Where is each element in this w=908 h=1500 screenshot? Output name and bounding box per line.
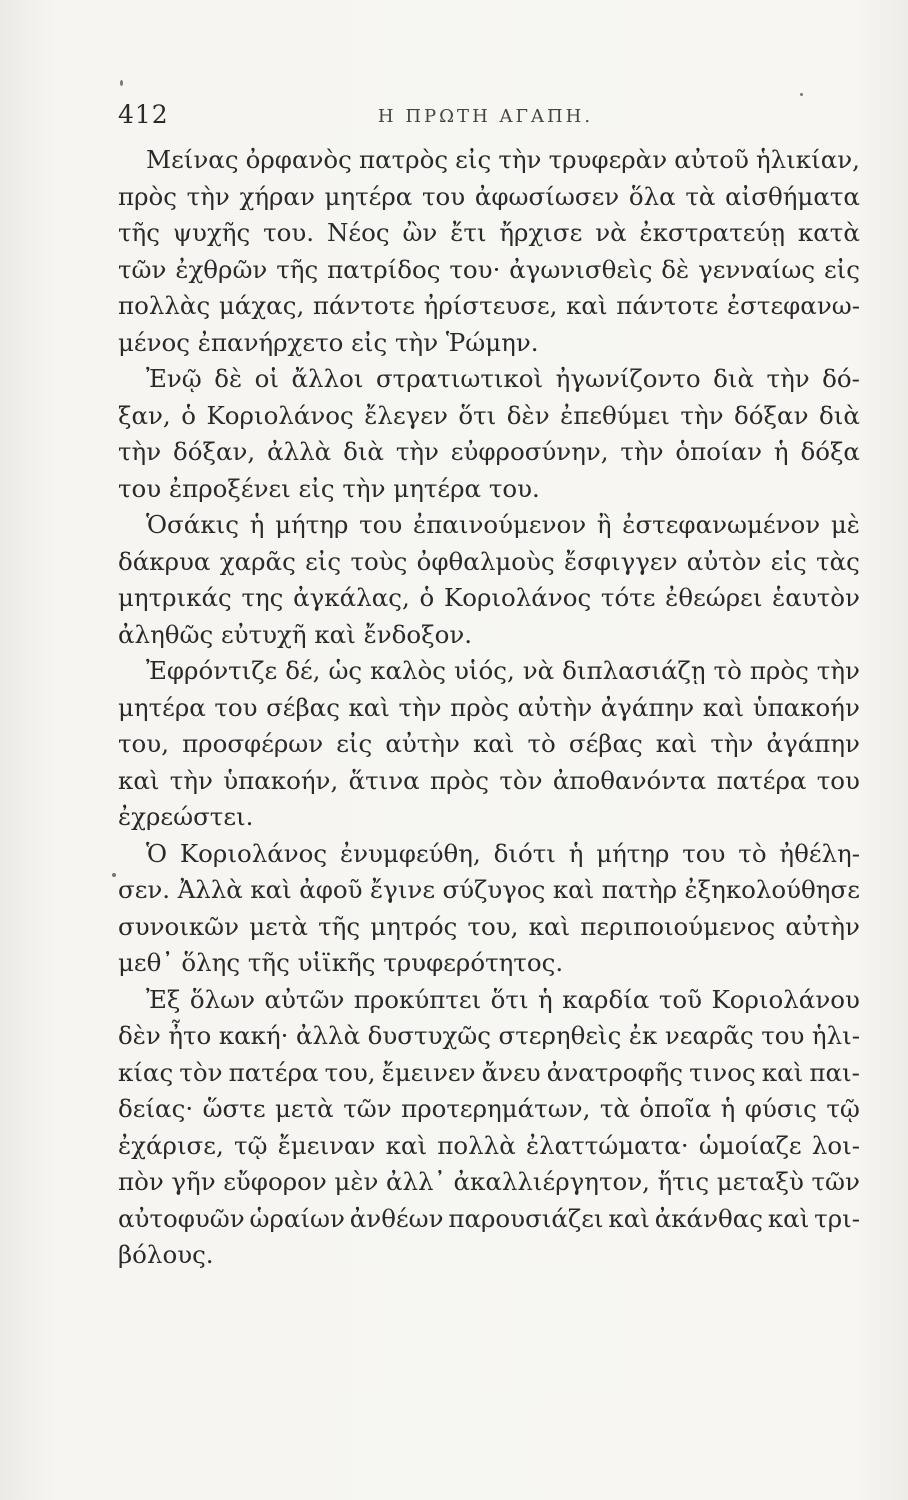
text-line: κίας τὸν πατέρα του, ἔμεινεν ἄνευ ἀνατροφῆς τινος καὶ παι- bbox=[118, 1057, 860, 1087]
ink-speck bbox=[800, 93, 803, 96]
ink-speck bbox=[112, 873, 116, 877]
text-line: μεθ᾽ ὅλης τῆς υἱϊκῆς τρυφερότητος. bbox=[118, 948, 564, 977]
ink-speck bbox=[120, 80, 123, 86]
text-line: Μείνας ὀρφανὸς πατρὸς εἰς τὴν τρυφερὰν αὐτοῦ ἡλικίαν, bbox=[146, 145, 860, 174]
text-line: Ὁ Κοριολάνος ἐνυμφεύθη, διότι ἡ μήτηρ του τὸ ἠθέλη- bbox=[146, 838, 860, 868]
text-line: πὸν γῆν εὔφορον μὲν ἀλλ᾽ ἀκαλλιέργητον, ἥτις μεταξὺ τῶν bbox=[118, 1167, 860, 1196]
paragraph bbox=[118, 507, 860, 653]
text-line: δείας· ὥστε μετὰ τῶν προτερημάτων, τὰ ὁποῖα ἡ φύσις τῷ bbox=[118, 1094, 860, 1123]
text-line: ἐχρεώστει. bbox=[118, 802, 254, 831]
text-line: καὶ τὴν ὑπακοήν, ἅτινα πρὸς τὸν ἀποθανόντα πατέρα του bbox=[118, 765, 860, 795]
text-line: τῆς ψυχῆς του. Νέος ὢν ἔτι ἤρχισε νὰ ἐκστρατεύῃ κατὰ bbox=[118, 218, 860, 247]
text-line: ἐχάρισε, τῷ ἔμειναν καὶ πολλὰ ἐλαττώματα· ὡμοίαζε λοι- bbox=[118, 1130, 860, 1160]
text-line: πολλὰς μάχας, πάντοτε ἠρίστευσε, καὶ πάντοτε ἐστεφανω- bbox=[118, 291, 860, 320]
text-line: πρὸς τὴν χήραν μητέρα του ἀφωσίωσεν ὅλα τὰ αἰσθήματα bbox=[118, 181, 860, 211]
paragraph bbox=[118, 836, 860, 982]
text-line: τῶν ἐχθρῶν τῆς πατρίδος του· ἀγωνισθεὶς δὲ γενναίως εἰς bbox=[118, 254, 860, 284]
paragraph bbox=[118, 142, 860, 361]
text-line: μητρικάς της ἀγκάλας, ὁ Κοριολάνος τότε ἐθεώρει ἑαυτὸν bbox=[118, 583, 860, 612]
text-line: τὴν δόξαν, ἀλλὰ διὰ τὴν εὐφροσύνην, τὴν ὁποίαν ἡ δόξα bbox=[118, 437, 860, 466]
text-line: Ἐφρόντιζε δέ, ὡς καλὸς υἱός, νὰ διπλασιάζῃ τὸ πρὸς τὴν bbox=[146, 656, 860, 685]
text-line: μητέρα του σέβας καὶ τὴν πρὸς αὐτὴν ἀγάπην καὶ ὑπακοήν bbox=[118, 692, 860, 722]
text-line: συνοικῶν μετὰ τῆς μητρός του, καὶ περιποιούμενος αὐτὴν bbox=[118, 911, 860, 941]
text-line: ξαν, ὁ Κοριολάνος ἔλεγεν ὅτι δὲν ἐπεθύμει τὴν δόξαν διὰ bbox=[118, 400, 860, 430]
page-header bbox=[118, 100, 853, 140]
paragraph bbox=[118, 361, 860, 507]
text-line: δὲν ἦτο κακή· ἀλλὰ δυστυχῶς στερηθεὶς ἐκ νεαρᾶς του ἡλι- bbox=[118, 1021, 860, 1050]
text-line: αὐτοφυῶν ὡραίων ἀνθέων παρουσιάζει καὶ ἀκάνθας καὶ τρι- bbox=[118, 1203, 860, 1233]
text-line: του, προσφέρων εἰς αὐτὴν καὶ τὸ σέβας καὶ τὴν ἀγάπην bbox=[118, 729, 860, 758]
text-body bbox=[118, 142, 860, 1274]
text-line: δάκρυα χαρᾶς εἰς τοὺς ὀφθαλμοὺς ἔσφιγγεν αὐτὸν εἰς τὰς bbox=[118, 546, 860, 576]
paragraph bbox=[118, 653, 860, 836]
text-line: Ἐνῷ δὲ οἱ ἄλλοι στρατιωτικοὶ ἠγωνίζοντο διὰ τὴν δό- bbox=[146, 364, 860, 393]
page-number: 412 bbox=[118, 100, 169, 129]
text-line: του ἐπροξένει εἰς τὴν μητέρα του. bbox=[118, 473, 540, 503]
text-line: σεν. Ἀλλὰ καὶ ἀφοῦ ἔγινε σύζυγος καὶ πατὴρ ἐξηκολούθησε bbox=[118, 875, 860, 904]
text-line: ἀληθῶς εὐτυχῆ καὶ ἔνδοξον. bbox=[118, 619, 473, 649]
paragraph bbox=[118, 982, 860, 1274]
text-line: βόλους. bbox=[118, 1240, 214, 1269]
running-title: Η ΠΡΩΤΗ ΑΓΑΠΗ. bbox=[377, 106, 594, 127]
text-line: Ἐξ ὅλων αὐτῶν προκύπτει ὅτι ἡ καρδία τοῦ Κοριολάνου bbox=[146, 984, 860, 1014]
text-line: μένος ἐπανήρχετο εἰς τὴν Ῥώμην. bbox=[118, 327, 539, 357]
text-line: Ὁσάκις ἡ μήτηρ του ἐπαινούμενον ἢ ἐστεφανωμένον μὲ bbox=[146, 510, 860, 539]
